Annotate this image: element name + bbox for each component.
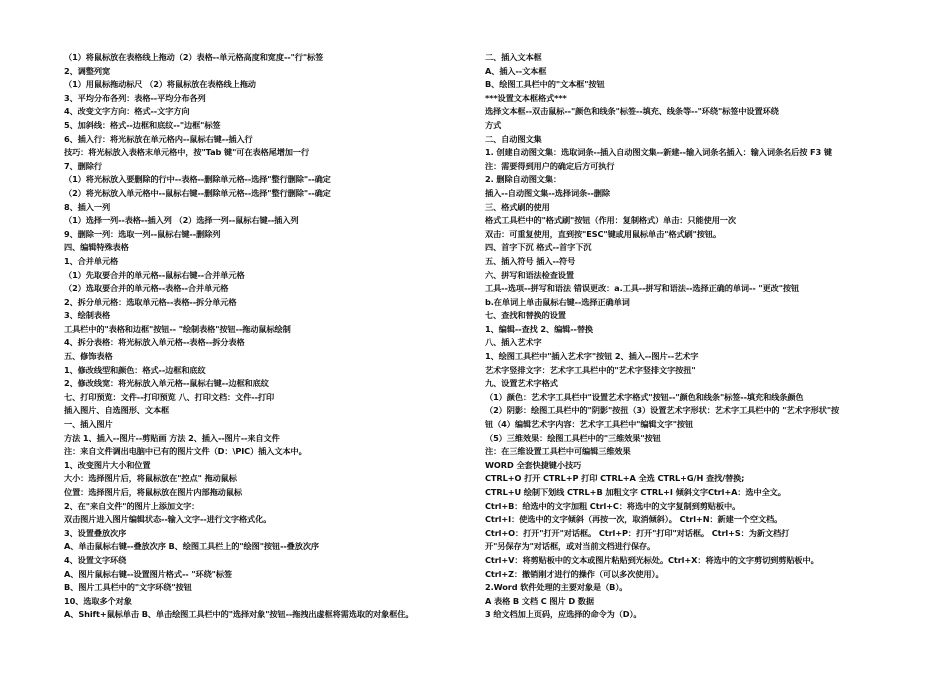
text-line: 3、平均分布各列：表格--平均分布各列: [64, 92, 206, 103]
text-line: 注：来自文件调出电脑中已有的图片文件（D：\PIC）插入文本中。: [64, 446, 307, 457]
text-line: 7、删除行: [64, 160, 102, 171]
text-line: （1）将光标放入要删除的行中--表格--删除单元格--选择"整行删除"--确定: [64, 174, 331, 185]
text-line: 方法 1、插入--图片--剪贴画 方法 2、插入--图片--来自文件: [64, 432, 280, 443]
text-line: Ctrl+V：将剪贴板中的文本或图片粘贴到光标处。Ctrl+X：将选中的文字剪切到剪贴板中。: [485, 554, 819, 565]
text-line: 五、修饰表格: [64, 351, 113, 362]
text-line: 一、插入图片: [64, 419, 113, 430]
text-line: 6、插入行：将光标放在单元格内--鼠标右键--插入行: [64, 133, 253, 144]
text-line: WORD 全套快捷键小技巧: [485, 459, 582, 470]
text-line: 四、首字下沉 格式--首字下沉: [485, 242, 592, 253]
text-line: 四、编辑特殊表格: [64, 242, 129, 253]
text-line: 工具--选项--拼写和语法 错误更改：a.工具--拼写和语法--选择正确的单词-- "更改"按钮: [485, 283, 800, 294]
text-line: Ctrl+Z：撤销刚才进行的操作（可以多次使用）。: [485, 568, 664, 579]
text-line: 二、插入文本框: [485, 52, 542, 62]
text-line: A、图片鼠标右键--设置图片格式-- "环绕"标签: [64, 568, 232, 579]
text-line: 2、在"来自文件"的图片上添加文字：: [64, 500, 200, 511]
text-line: Ctrl+O：打开"打开"对话框。 Ctrl+P：打开"打印"对话框。 Ctrl+S：为新文档打: [485, 527, 790, 538]
text-line: 3、设置叠放次序: [64, 527, 127, 538]
text-line: 2、修改线宽：将光标放入单元格--鼠标右键--边框和底纹: [64, 378, 269, 389]
text-line: Ctrl+I：使选中的文字倾斜（再按一次，取消倾斜）。 Ctrl+N：新建一个空文档。: [485, 514, 783, 525]
text-line: 开"另保存为"对话框，或对当前文档进行保存。: [485, 541, 656, 552]
text-line: CTRL+O 打开 CTRL+P 打印 CTRL+A 全选 CTRL+G/H 查找/替换;: [485, 473, 745, 484]
text-line: 二、自动图文集: [485, 133, 542, 144]
text-line: CTRL+U 绘制下划线 CTRL+B 加粗文字 CTRL+I 倾斜文字Ctrl+A：选中全文。: [485, 487, 786, 497]
text-line: A、Shift+鼠标单击 B、单击绘图工具栏中的"选择对象"按钮--拖拽出虚框将需选取的对象框住。: [64, 609, 414, 620]
text-line: （1）颜色：艺术字工具栏中"设置艺术字格式"按钮--"颜色和线条"标签--填充和线条颜色: [485, 391, 804, 402]
text-line: 艺术字竖排文字：艺术字工具栏中的"艺术字竖排文字按扭": [485, 364, 696, 375]
text-line: 4、改变文字方向：格式--文字方向: [64, 106, 190, 117]
text-line: 位置：选择图片后，将鼠标放在图片内部拖动鼠标: [64, 487, 242, 497]
text-line: 2、拆分单元格：选取单元格--表格--拆分单元格: [64, 296, 237, 307]
text-line: （5）三维效果：绘图工具栏中的"三维效果"按钮: [485, 432, 661, 443]
text-line: 钮（4）编辑艺术字内容：艺术字工具栏中"编辑文字"按钮: [485, 419, 694, 430]
right-column: [485, 51, 891, 622]
text-line: 技巧：将光标放入表格末单元格中，按"Tab 键"可在表格尾增加一行: [64, 147, 310, 158]
text-line: 4、设置文字环绕: [64, 554, 127, 565]
text-line: 1、合并单元格: [64, 255, 119, 266]
text-line: 2、调整列宽: [64, 65, 111, 76]
text-line: 五、插入符号 插入--符号: [485, 255, 576, 266]
text-line: 插入--自动图文集--选择词条--删除: [485, 187, 610, 198]
text-line: 注：需要得到用户的确定后方可执行: [485, 160, 615, 171]
text-line: 1、绘图工具栏中"插入艺术字"按钮 2、插入--图片--艺术字: [485, 351, 699, 362]
text-line: Ctrl+B：给选中的文字加粗 Ctrl+C：将选中的文字复制到剪贴板中。: [485, 500, 741, 511]
text-line: （1）将鼠标放在表格线上拖动（2）表格--单元格高度和宽度--"行"标签: [64, 52, 324, 62]
text-line: 七、查找和替换的设置: [485, 310, 566, 321]
text-line: 插入图片、自选图形、文本框: [64, 405, 170, 416]
text-line: （1）选择一列--表格--插入列 （2）选择一列--鼠标右键--插入列: [64, 215, 299, 226]
text-line: ***设置文本框格式***: [485, 92, 567, 103]
text-line: 工具栏中的"表格和边框"按钮-- "绘制表格"按钮--拖动鼠标绘制: [64, 323, 291, 334]
text-line: 三、格式刷的使用: [485, 201, 550, 212]
text-line: A、插入--文本框: [485, 65, 547, 76]
text-line: 注：在三维设置工具栏中可编辑三维效果: [485, 446, 631, 457]
text-line: A、单击鼠标右键--叠放次序 B、绘图工具栏上的"绘图"按钮--叠放次序: [64, 541, 320, 552]
text-line: （2）阴影：绘图工具栏中的"阴影"按扭（3）设置艺术字形状：艺术字工具栏中的 "艺术字形状"按: [485, 405, 840, 416]
text-line: 4、拆分表格：将光标放入单元格--表格--拆分表格: [64, 337, 245, 348]
text-line: A 表格 B 文档 C 图片 D 数据: [485, 595, 594, 606]
text-line: 格式工具栏中的"格式刷"按钮（作用：复制格式）单击：只能使用一次: [485, 215, 736, 226]
text-line: 3、绘制表格: [64, 310, 111, 321]
text-line: （2）将光标放入单元格中--鼠标右键--删除单元格--选择"整行删除"--确定: [64, 187, 331, 198]
text-line: 9、删除一列：选取一列--鼠标右键--删除列: [64, 228, 221, 239]
text-line: 1、修改线型和颜色：格式--边框和底纹: [64, 364, 206, 375]
text-line: B、绘图工具栏中的"文本框"按钮: [485, 79, 605, 90]
text-line: 1、改变图片大小和位置: [64, 459, 151, 470]
text-line: B、图片工具栏中的"文字环绕"按钮: [64, 582, 192, 593]
left-column: [64, 51, 476, 622]
text-line: （2）选取要合并的单元格--表格--合并单元格: [64, 283, 229, 294]
text-line: 六、拼写和语法检查设置: [485, 269, 574, 280]
text-line: 双击图片进入图片编辑状态--输入文字--进行文字格式化。: [64, 514, 272, 525]
text-line: 1、编辑--查找 2、编辑--替换: [485, 323, 594, 334]
text-line: 双击：可重复使用，直到按"ESC"键或用鼠标单击"格式刷"按钮。: [485, 228, 722, 239]
text-line: 5、加斜线：格式--边框和底纹--"边框"标签: [64, 119, 221, 130]
text-line: 选择文本框--双击鼠标--"颜色和线条"标签--填充、线条等--"环绕"标签中设置环绕: [485, 106, 779, 117]
text-line: （1）先取要合并的单元格--鼠标右键--合并单元格: [64, 269, 245, 280]
text-line: b.在单词上单击鼠标右键--选择正确单词: [485, 296, 630, 307]
text-line: 方式: [485, 119, 502, 130]
text-line: 七、打印预览：文件--打印预览 八、打印文档：文件--打印: [64, 391, 275, 402]
text-line: 大小：选择图片后，将鼠标放在"控点" 拖动鼠标: [64, 473, 237, 484]
text-line: （1）用鼠标拖动标尺 （2）将鼠标放在表格线上拖动: [64, 79, 256, 90]
text-line: 2. 删除自动图文集：: [485, 174, 562, 185]
text-line: 10、选取多个对象: [64, 595, 132, 606]
text-line: 8、插入一列: [64, 201, 111, 212]
text-line: 1. 创建自动图文集：选取词条--插入自动图文集--新建--输入词条名插入：输入词条名后按 F3 键: [485, 147, 832, 158]
text-line: 九、设置艺术字格式: [485, 378, 558, 389]
text-line: 八、插入艺术字: [485, 337, 542, 348]
text-line: 3 给文档加上页码，应选择的命令为（D）。: [485, 609, 642, 620]
text-line: 2.Word 软件处理的主要对象是（B）。: [485, 582, 628, 593]
